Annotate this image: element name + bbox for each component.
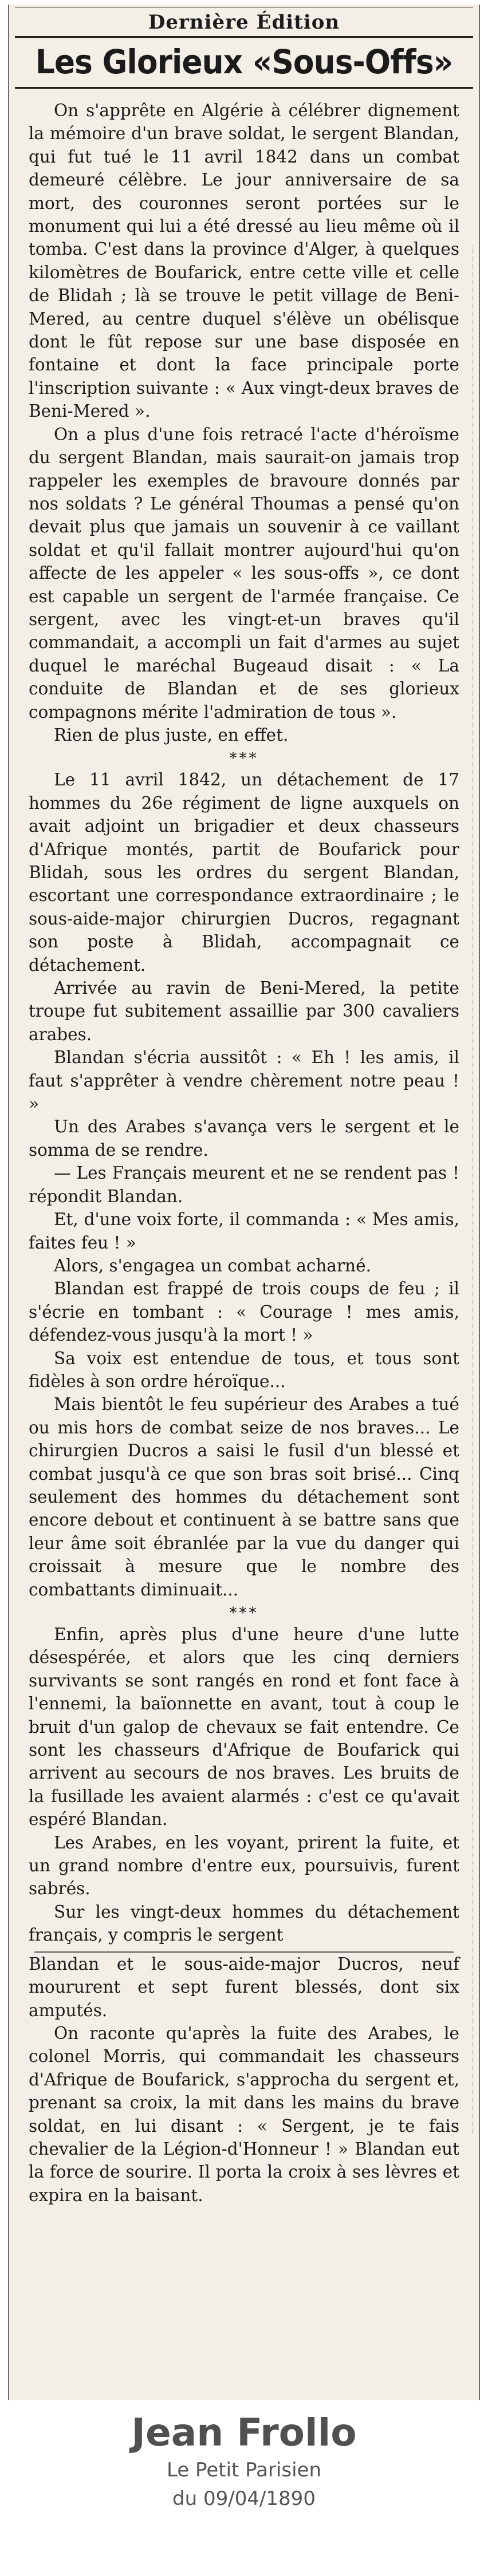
- paragraph: Le 11 avril 1842, un détachement de 17 hommes du 26e régiment de ligne auxquels on avait adjoint un brigadier et deux chasseurs d'Afrique montés, partit de Boufarick pour Blidah, sous les ordres du sergent Blandan, escortant une correspondance extraordinaire ; le sous-aide-major chirurgien Ducros, regagnant son poste à Blidah, accompagnait ce détachement.: [29, 770, 459, 975]
- paragraph: Blandan est frappé de trois coups de feu ; il s'écrie en tombant : « Courage ! mes amis, défendez-vous jusqu'à la mort ! »: [29, 1279, 459, 1345]
- paragraph: Arrivée au ravin de Beni-Mered, la petite troupe fut subitement assaillie par 300 cavaliers arabes.: [29, 978, 459, 1044]
- paragraph: Blandan et le sous-aide-major Ducros, neuf moururent et sept furent blessés, dont six amputés.: [29, 1954, 459, 2020]
- paragraph: Enfin, après plus d'une heure d'une lutte désespérée, et alors que les cinq derniers survivants se sont rangés en rond et font face à l'ennemi, la baïonnette en avant, tout à coup le bruit d'un galop de chevaux se fait entendre. Ce sont les chasseurs d'Afrique de Boufarick qui arrivent au secours de nos braves. Les bruits de la fusillade les avaient alarmés : c'est ce qu'avait espéré Blandan.: [29, 1625, 459, 1830]
- paragraph: On raconte qu'après la fuite des Arabes, le colonel Morris, qui commandait les chasseurs d'Afrique de Boufarick, s'approcha du sergent et, prenant sa croix, la mit dans les mains du brave soldat, en lui disant : « Sergent, je te fais chevalier de la Légion-d'Honneur ! » Blandan eut la force de sourire. Il porta la croix à ses lèvres et expira en la baisant.: [29, 2023, 459, 2205]
- credit-block: [0, 2410, 488, 2513]
- publication-date: du 09/04/1890: [172, 2487, 316, 2510]
- author-name: Jean Frollo: [131, 2411, 357, 2455]
- paragraph: Rien de plus juste, en effet.: [54, 725, 289, 745]
- newspaper-name: Le Petit Parisien: [166, 2459, 322, 2482]
- paragraph: Un des Arabes s'avança vers le sergent et le somma de se rendre.: [29, 1117, 459, 1160]
- paragraph: Blandan s'écria aussitôt : « Eh ! les amis, il faut s'apprêter à vendre chèrement notre peau ! »: [29, 1048, 459, 1114]
- paragraph: — Les Français meurent et ne se rendent pas ! répondit Blandan.: [29, 1163, 459, 1206]
- paragraph: Sa voix est entendue de tous, et tous sont fidèles à son ordre héroïque...: [29, 1348, 459, 1391]
- article-body: [9, 89, 479, 2212]
- section-stars: ***: [229, 750, 259, 768]
- paragraph: Alors, s'engagea un combat acharné.: [54, 1255, 371, 1275]
- column-edge: [473, 245, 479, 2134]
- edition-rule: [15, 36, 473, 38]
- paragraph: Mais bientôt le feu supérieur des Arabes a tué ou mis hors de combat seize de nos braves... Le chirurgien Ducros a saisi le fusil d'un blessé et combat jusqu'à ce que son bras soit brisé... Cinq seulement des hommes du détachement sont encore debout et continuent à se battre sans que leur âme soit ébranlée par la vue du danger qui croissait à mesure que le nombre des combattants diminuait...: [29, 1394, 459, 1599]
- article-headline: Les Glorieux «Sous-Offs»: [35, 42, 453, 81]
- paragraph: On a plus d'une fois retracé l'acte d'héroïsme du sergent Blandan, mais saurait-on jamais trop rappeler les exemples de bravoure donnés par nos soldats ? Le général Thoumas a pensé qu'on devait plus que jamais un souvenir à ce vaillant soldat et qu'il fallait montrer aujourd'hui qu'on affecte de les appeler « les sous-offs », ce dont est capable un sergent de l'armée française. Ce sergent, avec les vingt-et-un braves qu'il commandait, a accompli un fait d'armes au sujet duquel le maréchal Bugeaud disait : « La conduite de Blandan et de ses glorieux compagnons mérite l'admiration de tous ».: [29, 424, 459, 722]
- paragraph: Sur les vingt-deux hommes du détachement français, y compris le sergent: [29, 1902, 459, 1945]
- edition-label: Dernière Édition: [148, 11, 340, 34]
- paragraph: On s'apprête en Algérie à célébrer dignement la mémoire d'un brave soldat, le sergent Blandan, qui fut tué le 11 avril 1842 dans un combat demeuré célèbre. Le jour anniversaire de sa mort, des couronnes seront portées sur le monument qui lui a été dressé au lieu même où il tomba. C'est dans la province d'Alger, à quelques kilomètres de Boufarick, entre cette ville et celle de Blidah ; là se trouve le petit village de Beni-Mered, au centre duquel s'élève un obélisque dont le fût repose sur une base disposée en fontaine et dont la face principale porte l'inscription suivante : « Aux vingt-deux braves de Beni-Mered ».: [29, 101, 459, 421]
- paragraph: Les Arabes, en les voyant, prirent la fuite, et un grand nombre d'entre eux, poursuivis, furent sabrés.: [29, 1832, 459, 1899]
- section-stars: ***: [229, 1605, 259, 1622]
- paragraph: Et, d'une voix forte, il commanda : « Mes amis, faites feu ! »: [29, 1210, 459, 1253]
- newspaper-clipping: [8, 5, 480, 2400]
